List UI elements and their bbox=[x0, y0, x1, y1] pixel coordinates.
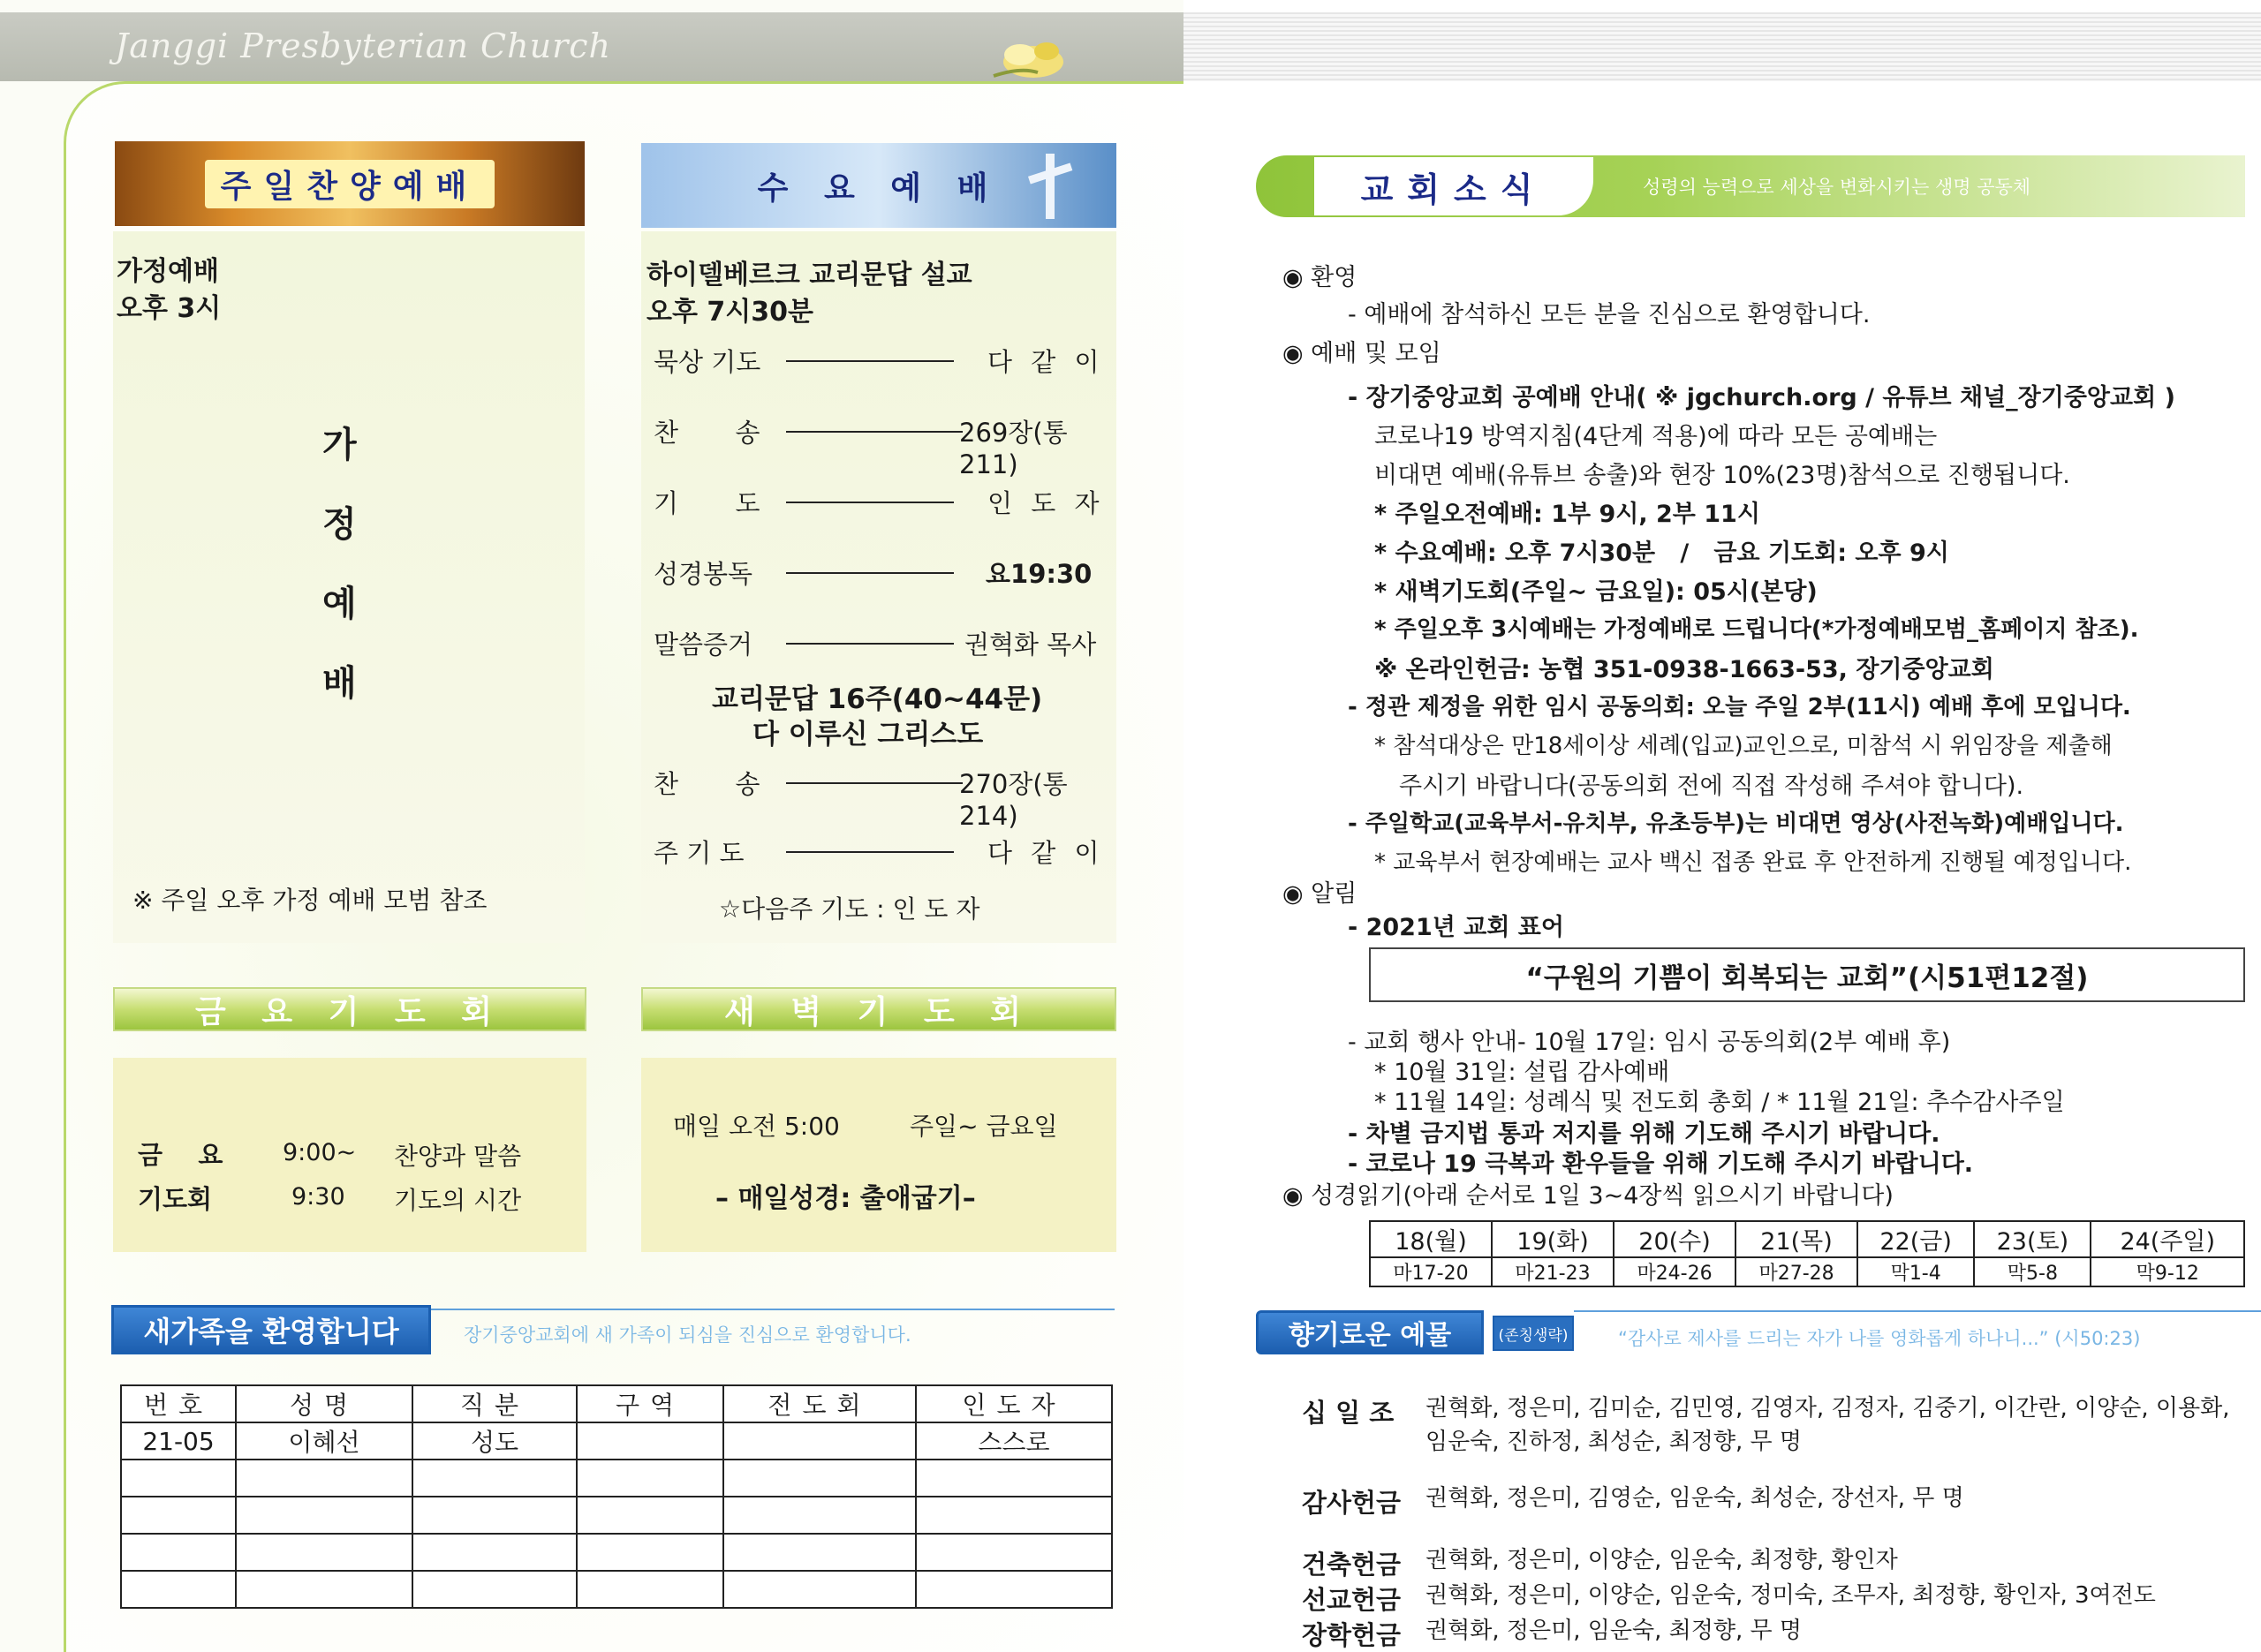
friday-desc: 기도의 시간 bbox=[394, 1186, 522, 1215]
offering-title: 향기로운 예물 bbox=[1256, 1310, 1484, 1354]
leader-line bbox=[786, 360, 954, 362]
church-motto: “구원의 기쁨이 회복되는 교회”(시51편12절) bbox=[1369, 947, 2245, 1002]
friday-prayer-header: 금 요 기 도 회 bbox=[113, 987, 586, 1031]
bible-day: 20(수) bbox=[1614, 1221, 1735, 1257]
bible-days-row bbox=[1370, 1221, 2244, 1257]
flower-decoration-icon bbox=[985, 32, 1082, 85]
wednesday-title: 하이델베르크 교리문답 설교 bbox=[647, 260, 972, 290]
offering-label: 건축헌금 bbox=[1302, 1550, 1402, 1580]
leader-line bbox=[786, 502, 954, 503]
offering-names: 권혁화, 정은미, 김미순, 김민영, 김영자, 김정자, 김중기, 이간란, 이양순, 이용화, 임운숙, 진하정, 최성순, 최정향, 무 명 bbox=[1425, 1395, 2230, 1455]
news-line: - 2021년 교회 표어 bbox=[1348, 914, 1564, 941]
bible-ref: 마27-28 bbox=[1735, 1257, 1857, 1286]
dawn-time: 매일 오전 5:00 bbox=[673, 1112, 840, 1141]
bible-refs-row bbox=[1370, 1257, 2244, 1286]
order-row bbox=[654, 834, 1113, 869]
order-value: 권혁화 목사 bbox=[964, 630, 1097, 660]
order-row bbox=[654, 554, 1113, 590]
order-label: 기 도 bbox=[654, 488, 760, 518]
order-value: 269장(통211) bbox=[959, 418, 1068, 479]
family-worship-time: 오후 3시 bbox=[117, 293, 222, 324]
bible-ref: 막5-8 bbox=[1974, 1257, 2091, 1286]
order-label: 찬 송 bbox=[654, 769, 760, 799]
sermon-title: 교리문답 16주(40~44문) bbox=[712, 683, 1043, 715]
offering-verse: “감사로 제사를 드리는 자가 나를 영화롭게 하나니...” (시50:23) bbox=[1618, 1328, 2141, 1349]
news-line: 비대면 예배(유튜브 송출)와 현장 10%(23명)참석으로 진행됩니다. bbox=[1374, 462, 2070, 489]
order-row bbox=[654, 625, 1113, 660]
table-row bbox=[121, 1460, 1112, 1497]
order-label: 성경봉독 bbox=[654, 559, 753, 589]
leader-line bbox=[786, 851, 954, 853]
new-family-table bbox=[120, 1384, 1113, 1609]
table-row bbox=[121, 1571, 1112, 1608]
bible-heading: ◉ 성경읽기(아래 순서로 1일 3~4장씩 읽으시기 바랍니다) bbox=[1282, 1182, 1894, 1210]
bible-day: 18(월) bbox=[1370, 1221, 1492, 1257]
order-value: 270장(통214) bbox=[959, 769, 1068, 831]
offering-names: 권혁화, 정은미, 이양순, 임운숙, 정미숙, 조무자, 최정향, 황인자, 3여전도 bbox=[1425, 1582, 2156, 1609]
order-label: 찬 송 bbox=[654, 418, 760, 448]
order-label: 말씀증거 bbox=[654, 630, 753, 660]
order-label: 주 기 도 bbox=[654, 838, 745, 868]
bible-day: 23(토) bbox=[1974, 1221, 2091, 1257]
order-value: 다 같 이 bbox=[987, 838, 1105, 868]
daily-bible: – 매일성경: 출애굽기– bbox=[715, 1183, 976, 1214]
column-header: 구역 bbox=[577, 1385, 723, 1422]
bible-ref: 마21-23 bbox=[1492, 1257, 1614, 1286]
offering-names: 권혁화, 정은미, 임운숙, 최정향, 무 명 bbox=[1425, 1618, 1803, 1644]
worship-heading: ◉ 예배 및 모임 bbox=[1282, 340, 1441, 367]
offering-names: 권혁화, 정은미, 김영순, 임운숙, 최성순, 장선자, 무 명 bbox=[1425, 1485, 1964, 1512]
vertical-char: 정 bbox=[322, 504, 357, 545]
family-worship-title: 가정예배 bbox=[117, 256, 219, 287]
notice-heading: ◉ 알림 bbox=[1282, 880, 1357, 908]
table-cell: 이혜선 bbox=[236, 1422, 412, 1460]
divider bbox=[1574, 1310, 2261, 1312]
vertical-char: 예 bbox=[322, 584, 357, 624]
divider bbox=[431, 1309, 1115, 1310]
column-header: 인도자 bbox=[916, 1385, 1112, 1422]
news-line: * 새벽기도회(주일~ 금요일): 05시(본당) bbox=[1374, 578, 1818, 606]
bible-day: 19(화) bbox=[1492, 1221, 1614, 1257]
news-line: * 주일오후 3시예배는 가정예배로 드립니다(*가정예배모범_홈페이지 참조). bbox=[1374, 616, 2139, 643]
vertical-char: 배 bbox=[322, 663, 357, 704]
news-subtitle: 성령의 능력으로 세상을 변화시키는 생명 공동체 bbox=[1643, 177, 2031, 198]
wednesday-worship-header: 수 요 예 배 bbox=[641, 143, 1116, 228]
column-header: 번호 bbox=[121, 1385, 236, 1422]
order-row bbox=[654, 413, 1113, 479]
column-header: 전도회 bbox=[723, 1385, 916, 1422]
friday-desc: 찬양과 말씀 bbox=[394, 1142, 522, 1171]
news-line: ※ 온라인헌금: 농협 351-0938-1663-53, 장기중앙교회 bbox=[1374, 656, 1994, 683]
church-name: Janggi Presbyterian Church bbox=[115, 26, 611, 65]
friday-time: 9:00~ bbox=[283, 1139, 357, 1166]
offering-names: 권혁화, 정은미, 이양순, 임운숙, 최정향, 황인자 bbox=[1425, 1547, 1898, 1573]
table-cell: 성도 bbox=[412, 1422, 577, 1460]
offering-label: 십 일 조 bbox=[1302, 1398, 1395, 1428]
table-row bbox=[121, 1497, 1112, 1534]
news-title: 교회소식 bbox=[1314, 157, 1593, 215]
cross-icon bbox=[1019, 150, 1081, 221]
table-cell: 스스로 bbox=[916, 1422, 1112, 1460]
bible-day: 22(금) bbox=[1857, 1221, 1974, 1257]
top-stripe bbox=[1183, 12, 2261, 81]
bible-ref: 막1-4 bbox=[1857, 1257, 1974, 1286]
news-line: * 교육부서 현장예배는 교사 백신 접종 완료 후 안전하게 진행될 예정입니다. bbox=[1374, 849, 2132, 876]
next-prayer: ☆다음주 기도 : 인 도 자 bbox=[719, 894, 980, 924]
news-line: - 교회 행사 안내- 10월 17일: 임시 공동의회(2부 예배 후) bbox=[1348, 1029, 1951, 1056]
dawn-prayer-header: 새 벽 기 도 회 bbox=[641, 987, 1116, 1031]
news-line: * 참석대상은 만18세이상 세례(입교)교인으로, 미참석 시 위임장을 제출해 bbox=[1374, 733, 2113, 759]
sermon-subtitle: 다 이루신 그리스도 bbox=[752, 719, 984, 751]
dawn-panel bbox=[641, 1058, 1116, 1252]
bible-ref: 마17-20 bbox=[1370, 1257, 1492, 1286]
sunday-note: ※ 주일 오후 가정 예배 모범 참조 bbox=[132, 886, 488, 915]
table-header-row bbox=[121, 1385, 1112, 1422]
order-row bbox=[654, 765, 1113, 831]
wednesday-time: 오후 7시30분 bbox=[647, 297, 813, 328]
news-line: * 11월 14일: 성례식 및 전도회 총회 / * 11월 21일: 추수감사주일 bbox=[1374, 1089, 2065, 1116]
new-family-subtitle: 장기중앙교회에 새 가족이 되심을 진심으로 환영합니다. bbox=[464, 1324, 911, 1346]
news-line: * 주일오전예배: 1부 9시, 2부 11시 bbox=[1374, 501, 1760, 528]
new-family-title: 새가족을 환영합니다 bbox=[111, 1305, 431, 1354]
leader-line bbox=[786, 572, 954, 574]
order-value: 다 같 이 bbox=[987, 347, 1105, 377]
offering-label: 장학헌금 bbox=[1302, 1620, 1402, 1650]
bible-ref: 막9-12 bbox=[2091, 1257, 2244, 1286]
column-header: 직분 bbox=[412, 1385, 577, 1422]
order-label: 묵상 기도 bbox=[654, 347, 761, 377]
table-row bbox=[121, 1422, 1112, 1460]
friday-label: 기도회 bbox=[138, 1184, 213, 1214]
table-row bbox=[121, 1534, 1112, 1571]
news-line: - 정관 제정을 위한 임시 공동의회: 오늘 주일 2부(11시) 예배 후에 모입니다. bbox=[1348, 694, 2131, 720]
news-line: - 장기중앙교회 공예배 안내( ※ jgchurch.org / 유튜브 채널_장기중앙교회 ) bbox=[1348, 384, 2175, 411]
news-line: - 코로나 19 극복과 환우들을 위해 기도해 주시기 바랍니다. bbox=[1348, 1150, 1974, 1178]
news-line: * 수요예배: 오후 7시30분 / 금요 기도회: 오후 9시 bbox=[1374, 539, 1949, 567]
news-line: 주시기 바랍니다(공동의회 전에 직접 작성해 주셔야 합니다). bbox=[1399, 773, 2024, 800]
welcome-heading: ◉ 환영 bbox=[1282, 264, 1357, 291]
news-line: 코로나19 방역지침(4단계 적용)에 따라 모든 공예배는 bbox=[1374, 423, 1938, 450]
column-header: 성명 bbox=[236, 1385, 412, 1422]
friday-label: 금 요 bbox=[138, 1140, 223, 1170]
leader-line bbox=[786, 431, 963, 433]
vertical-char: 가 bbox=[322, 425, 357, 465]
table-cell bbox=[723, 1422, 916, 1460]
offering-honorific-note: (존칭생략) bbox=[1493, 1316, 1574, 1351]
offering-label: 선교헌금 bbox=[1302, 1585, 1402, 1615]
leader-line bbox=[786, 782, 963, 784]
welcome-text: - 예배에 참석하신 모든 분을 진심으로 환영합니다. bbox=[1348, 301, 1871, 328]
dawn-days: 주일~ 금요일 bbox=[910, 1112, 1058, 1141]
table-cell: 21-05 bbox=[121, 1422, 236, 1460]
friday-time: 9:30 bbox=[291, 1183, 345, 1211]
offering-label: 감사헌금 bbox=[1302, 1488, 1402, 1518]
news-line: - 주일학교(교육부서-유치부, 유초등부)는 비대면 영상(사전녹화)예배입니다. bbox=[1348, 811, 2124, 837]
order-row bbox=[654, 343, 1113, 378]
news-line: * 10월 31일: 설립 감사예배 bbox=[1374, 1059, 1670, 1086]
table-cell bbox=[577, 1422, 723, 1460]
leader-line bbox=[786, 643, 954, 645]
sunday-worship-header: 주일찬양예배 bbox=[115, 141, 585, 226]
bible-day: 21(목) bbox=[1735, 1221, 1857, 1257]
news-line: - 차별 금지법 통과 저지를 위해 기도해 주시기 바랍니다. bbox=[1348, 1120, 1940, 1148]
bible-ref: 마24-26 bbox=[1614, 1257, 1735, 1286]
order-value: 인 도 자 bbox=[987, 488, 1105, 518]
order-row bbox=[654, 484, 1113, 519]
bible-reading-table bbox=[1369, 1220, 2245, 1287]
order-value: 요19:30 bbox=[986, 559, 1093, 589]
bible-day: 24(주일) bbox=[2091, 1221, 2244, 1257]
